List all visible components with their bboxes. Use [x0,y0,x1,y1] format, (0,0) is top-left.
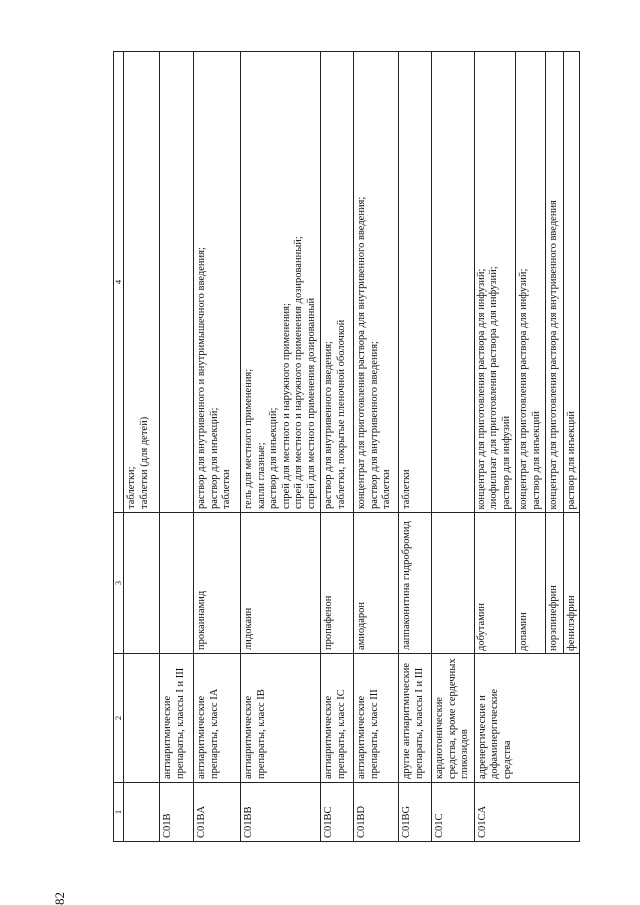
dosage-form: раствор для внутривенного введения; [368,341,380,509]
column-number: 1 [114,783,124,842]
drug-name [160,513,194,654]
dosage-forms [432,52,475,513]
column-number: 3 [114,513,124,654]
atc-code: C01C [432,783,475,842]
dosage-form: раствор для внутривенного и внутримышечного введения; [196,247,207,509]
column-number: 4 [114,52,124,513]
dosage-form: концентрат для приготовления раствора для инфузий; [475,268,487,510]
atc-code: C01BA [194,783,241,842]
dosage-forms [241,52,321,513]
drug-name: лидокаин [241,513,321,654]
dosage-forms [354,52,399,513]
group-name: антиаритмические препараты, классы I и III [160,654,194,783]
drug-name: добутамин [474,513,516,654]
drug-name: прокаинамид [194,513,241,654]
dosage-form: таблетки; [126,466,137,509]
drug-subrow [546,52,564,654]
rotated-page-content [113,52,577,842]
drug-name: пропафенон [321,513,354,654]
table-row [474,52,580,842]
atc-code: C01BC [321,783,354,842]
drug-subtable [474,52,581,654]
dosage-form: концентрат для приготовления раствора для внутривенного введения; [356,196,367,509]
dosage-form: концентрат для приготовления раствора для внутривенного введения [548,200,559,510]
dosage-forms [160,52,194,513]
drug-classification-table [113,51,580,842]
table-row [432,52,475,842]
dosage-forms [194,52,241,513]
dosage-form: концентрат для приготовления раствора для инфузий; [518,268,529,510]
dosage-form: лиофилизат для приготовления раствора для инфузий; [488,266,499,510]
dosage-form: спрей для местного и наружного применения; [280,303,292,509]
drug-name [124,513,160,654]
dosage-forms [321,52,354,513]
drug-subrow [563,52,580,654]
atc-code: C01BD [354,783,399,842]
dosage-form: таблетки [221,469,232,509]
dosage-forms [546,52,564,513]
dosage-forms [474,52,516,513]
dosage-form: раствор для инъекций; [268,407,279,509]
dosage-form: спрей для местного и наружного применения дозированный; [293,236,304,509]
table-row [124,52,160,842]
drug-name: фенилэфрин [563,513,580,654]
group-name: антиаритмические препараты, класс IB [241,654,321,783]
drug-subrow [516,52,546,654]
atc-code: C01BG [399,783,432,842]
drug-name: лаппаконитина гидробромид [399,513,432,654]
table-row [321,52,354,842]
dosage-form: таблетки [381,469,392,509]
group-name: адренергические и дофаминергические средства [474,654,580,783]
group-name: антиаритмические препараты, класс III [354,654,399,783]
drug-name [432,513,475,654]
dosage-form: таблетки (для детей) [138,416,150,509]
dosage-forms [563,52,580,513]
column-number-row [114,52,124,842]
drug-subtable-cell [474,52,580,654]
atc-code [124,783,160,842]
group-name: другие антиаритмические препараты, классы I и III [399,654,432,783]
table-row [241,52,321,842]
group-name: антиаритмические препараты, класс IА [194,654,241,783]
dosage-form: капли глазные; [255,442,267,509]
drug-name: допамин [516,513,546,654]
table-row [354,52,399,842]
dosage-forms [124,52,160,513]
dosage-form: раствор для внутривенного введения; [323,341,334,509]
dosage-form: таблетки, покрытые пленочной оболочкой [335,319,347,509]
dosage-form: раствор для инфузий [500,415,512,510]
group-name: антиаритмические препараты, класс IC [321,654,354,783]
dosage-form: таблетки [401,469,412,509]
atc-code: C01B [160,783,194,842]
drug-name: амиодарон [354,513,399,654]
group-name [124,654,160,783]
dosage-form: раствор для инъекций; [208,407,220,509]
dosage-forms [516,52,546,513]
drug-name: норэпинефрин [546,513,564,654]
dosage-form: раствор для инъекций [530,411,542,510]
page-number: 82 [52,892,67,905]
dosage-forms [399,52,432,513]
table-row [194,52,241,842]
table-row [399,52,432,842]
atc-code: C01CA [474,783,580,842]
dosage-form: гель для местного применения; [243,368,254,509]
dosage-form: раствор для инъекций [565,411,577,510]
column-number: 2 [114,654,124,783]
dosage-form: спрей для местного применения дозированный [305,297,317,509]
group-name: кардиотонические средства, кроме сердечных гликозидов [432,654,475,783]
drug-subrow [474,52,516,654]
table-row [160,52,194,842]
atc-code: C01BB [241,783,321,842]
